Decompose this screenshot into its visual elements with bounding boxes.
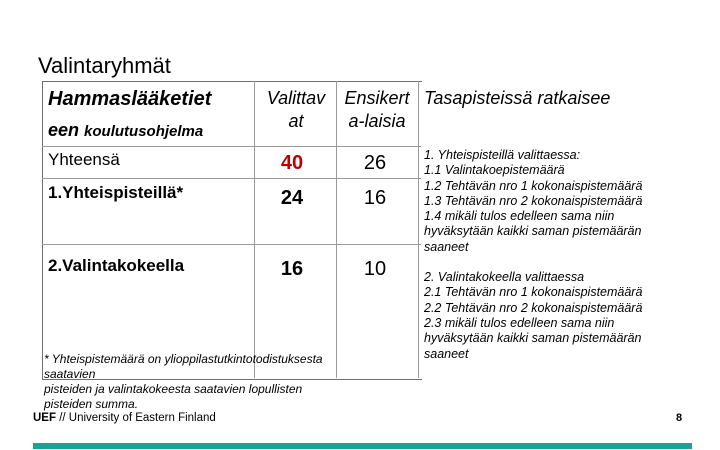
table-divider <box>42 244 421 245</box>
value-ensikertalaisia-yhteensa: 26 <box>363 152 387 174</box>
tiebreak-notes: 1. Yhteispisteillä valittaessa: 1.1 Valintakoepistemäärä 1.2 Tehtävän nro 1 kokonaispistemäärä 1.3 Tehtävän nro 2 kokonaispistemäärä 1.4 mikäli tulos edelleen sama niin hyväksytään kaikki saman pistemäärän saaneet 2. Valintakokeella valittaessa 2.1 Tehtävän nro 1 kokonaispistemäärä 2.2 Tehtävän nro 2 kokonaispistemäärä 2.3 mikäli tulos edelleen sama niin hyväksytään kaikki saman pistemäärän saaneet <box>424 148 643 361</box>
table-divider <box>336 81 337 378</box>
page-number: 8 <box>676 412 683 424</box>
table-divider <box>42 146 421 147</box>
table-divider <box>42 178 421 179</box>
value-valittavat-yhteispisteilla: 24 <box>280 187 304 209</box>
value-valittavat-valintakokeella: 16 <box>280 258 304 280</box>
footer-bar <box>33 443 692 449</box>
table-divider <box>254 81 255 378</box>
row-label-valintakokeella: 2.Valintakokeella <box>48 256 185 275</box>
row-label-yhteensa: Yhteensä <box>48 150 120 169</box>
row-label-yhteispisteilla: 1.Yhteispisteillä* <box>48 183 184 202</box>
value-ensikertalaisia-yhteispisteilla: 16 <box>363 187 387 209</box>
slide-title: Valintaryhmät <box>38 53 171 78</box>
header-tasapisteissa: Tasapisteissä ratkaisee <box>424 88 611 108</box>
header-valittavat: Valittav at <box>266 88 326 131</box>
table-divider <box>418 81 419 378</box>
header-program: Hammaslääketiet <box>48 88 212 110</box>
footer-organization: UEF // University of Eastern Finland <box>33 412 216 424</box>
header-program-line2: een koulutusohjelma <box>48 120 204 140</box>
table-footnote: * Yhteispistemäärä on ylioppilastutkintotodistuksesta saatavien pisteiden ja valintakokeesta saatavien lopullisten pisteiden summa. <box>44 352 323 411</box>
value-ensikertalaisia-valintakokeella: 10 <box>363 258 387 280</box>
value-valittavat-yhteensa: 40 <box>280 152 304 174</box>
header-ensikertalaisia: Ensikert a-laisia <box>344 88 410 131</box>
